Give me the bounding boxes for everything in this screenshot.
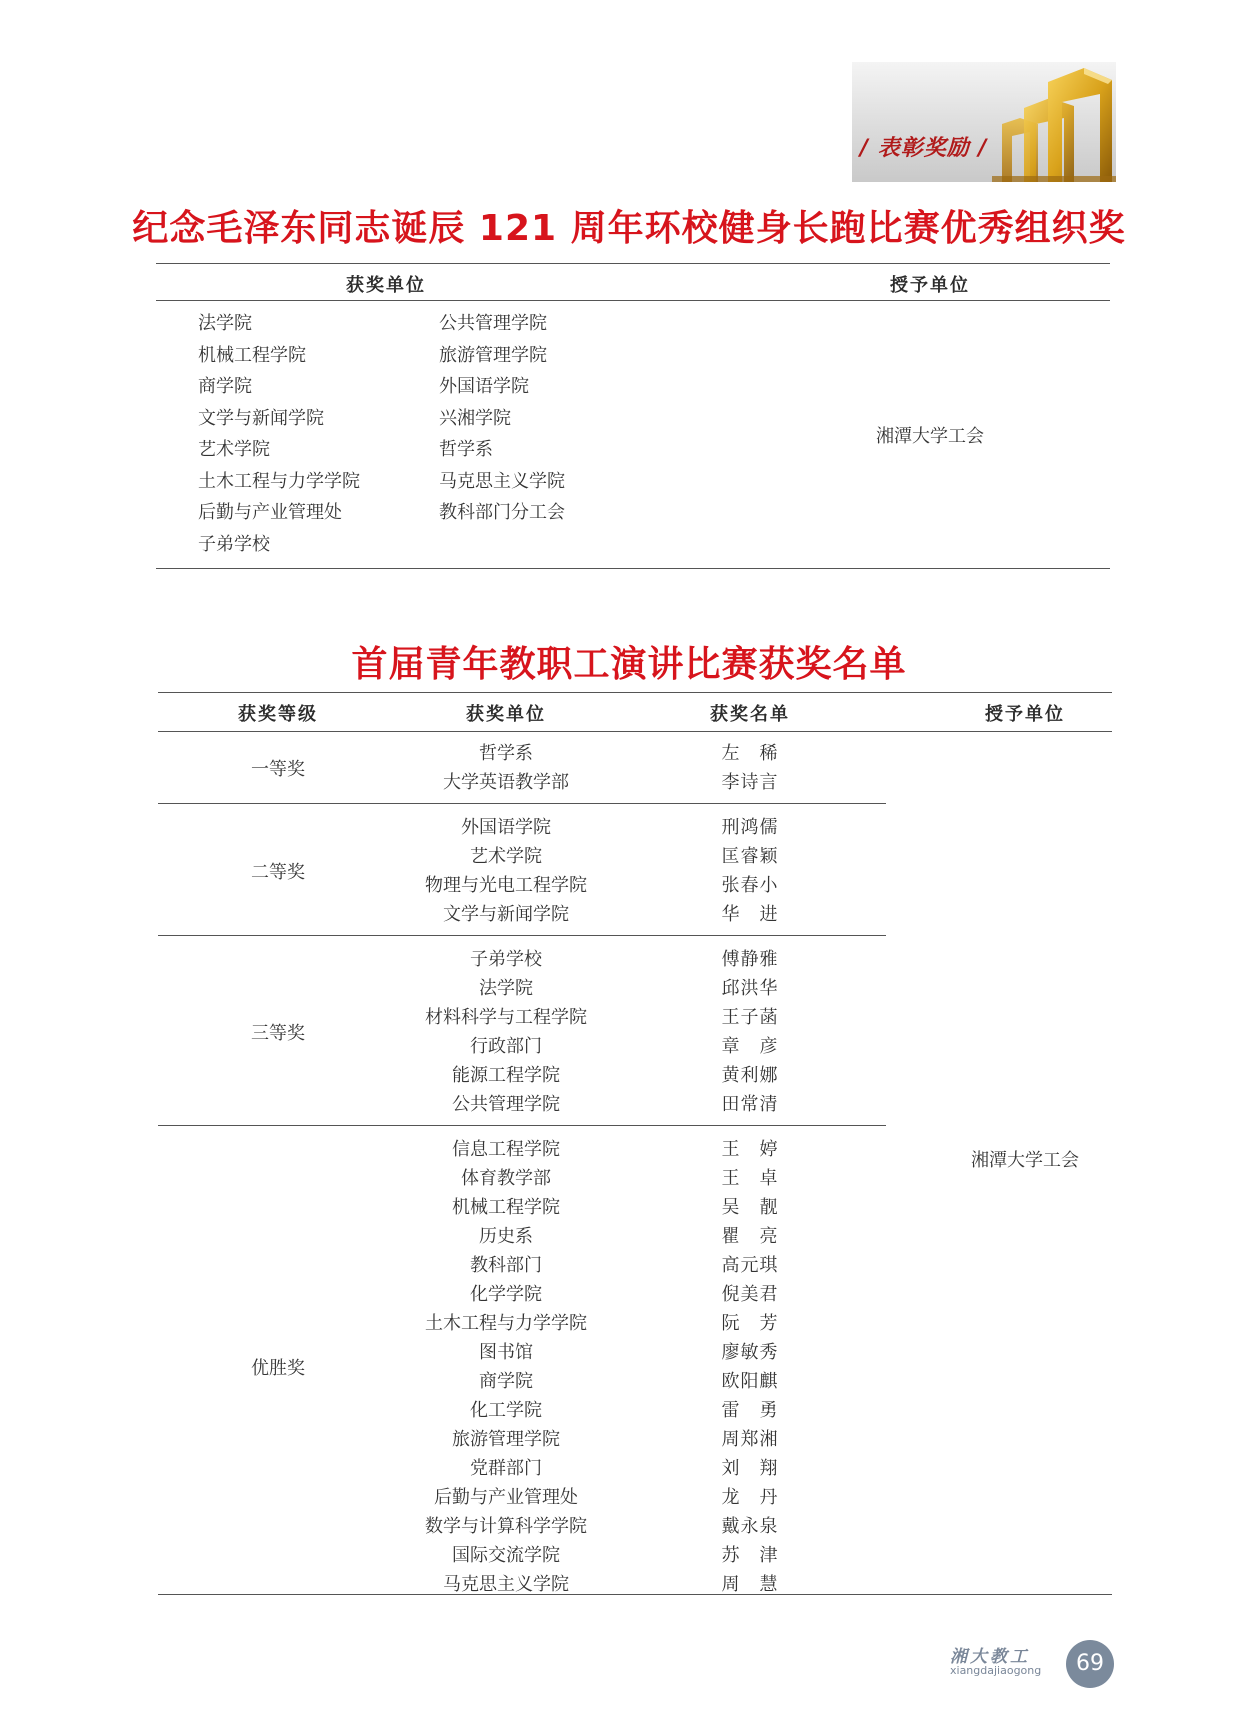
award2-title: 首届青年教职工演讲比赛获奖名单 [351,644,907,685]
award-name: 阮 芳 [721,1313,779,1334]
award1-title: 纪念毛泽东同志诞辰 121 周年环校健身长跑比赛优秀组织奖 [132,208,1126,249]
award-unit: 材料科学与工程学院 [425,1007,587,1028]
award-name: 李诗言 [721,772,779,793]
award-level: 一等奖 [251,759,305,780]
award-unit: 大学英语教学部 [443,772,569,793]
award-unit: 教科部门 [470,1255,542,1276]
award-unit: 子弟学校 [470,949,542,970]
table1-grantor: 湘潭大学工会 [876,426,984,447]
unit-item: 土木工程与力学学院 [198,470,360,492]
award-name: 周 慧 [721,1574,779,1595]
table2-grantor: 湘潭大学工会 [971,1150,1079,1171]
award-unit: 物理与光电工程学院 [425,875,587,896]
award-name: 刘 翔 [721,1458,779,1479]
unit-item: 马克思主义学院 [439,470,565,492]
group-separator [158,1125,886,1126]
award-unit: 艺术学院 [470,846,542,867]
award-unit: 国际交流学院 [452,1545,560,1566]
award-unit: 化学学院 [470,1284,542,1305]
table2-header-unit: 获奖单位 [466,704,546,725]
table1-units-left [198,308,360,560]
unit-item: 后勤与产业管理处 [198,502,342,523]
table1-bottom-rule [156,568,1110,569]
unit-item: 机械工程学院 [198,344,306,366]
award-name: 瞿 亮 [721,1226,779,1247]
table2-header-rule [158,731,1112,732]
unit-item: 哲学系 [439,439,493,460]
footer-brand: 湘大教工 [950,1647,1030,1667]
award-name: 雷 勇 [721,1400,779,1421]
page-number: 69 [1066,1640,1114,1688]
award-unit: 党群部门 [470,1458,542,1479]
table2-bottom-rule [158,1594,1112,1595]
unit-item: 法学院 [198,313,252,334]
award-unit: 图书馆 [479,1342,533,1363]
award-name: 吴 靓 [721,1197,779,1218]
table1-header-units: 获奖单位 [346,275,426,296]
section-label: / 表彰奖励 / [860,136,988,161]
table1-header-rule [156,300,1110,301]
unit-item: 文学与新闻学院 [198,407,324,429]
award-level: 二等奖 [251,862,305,883]
award-name: 戴永泉 [721,1516,779,1537]
award-unit: 数学与计算科学学院 [425,1516,587,1537]
award-name: 周郑湘 [721,1429,779,1450]
award-level: 优胜奖 [251,1358,305,1379]
award-name: 黄利娜 [721,1065,779,1086]
unit-item: 公共管理学院 [439,313,547,334]
footer-brand-pinyin: xiangdajiaogong [950,1664,1042,1677]
award-name: 左 稀 [721,743,779,764]
unit-item: 教科部门分工会 [439,502,565,523]
award-name: 廖敏秀 [721,1342,779,1363]
unit-item: 子弟学校 [198,533,270,555]
table2-top-rule [158,692,1112,693]
group-separator [158,935,886,936]
award-name: 邱洪华 [721,978,779,999]
award-name: 龙 丹 [721,1487,779,1508]
award-level: 三等奖 [251,1023,305,1044]
award-name: 张春小 [721,875,779,896]
award-name: 高元琪 [721,1255,779,1276]
table2-header-level: 获奖等级 [238,704,318,725]
award-name: 匡睿颖 [721,846,779,867]
award-name: 欧阳麒 [721,1371,779,1392]
table1-top-rule [156,263,1110,264]
header-banner [852,62,1116,182]
award-unit: 旅游管理学院 [452,1429,560,1450]
award-unit: 机械工程学院 [452,1197,560,1218]
award-unit: 土木工程与力学学院 [425,1313,587,1334]
award-unit: 法学院 [479,978,533,999]
award-name: 倪美君 [721,1284,779,1305]
table1-units-right [439,308,565,529]
award-name: 华 进 [721,904,779,925]
award-name: 王 卓 [721,1168,779,1189]
award-name: 刑鸿儒 [721,817,779,838]
award-name: 章 彦 [721,1036,779,1057]
unit-item: 外国语学院 [439,376,529,397]
award-unit: 后勤与产业管理处 [434,1487,578,1508]
table2-header-grantor: 授予单位 [985,704,1065,725]
award-name: 苏 津 [721,1545,779,1566]
award-unit: 外国语学院 [461,817,551,838]
award-name: 王子菡 [721,1007,779,1028]
award-unit: 商学院 [479,1371,533,1392]
table1-header-grantor: 授予单位 [890,275,970,296]
award-unit: 行政部门 [470,1036,542,1057]
unit-item: 旅游管理学院 [439,344,547,366]
award-name: 田常清 [721,1094,779,1115]
award-unit: 公共管理学院 [452,1094,560,1115]
award-unit: 马克思主义学院 [443,1574,569,1595]
award-unit: 历史系 [479,1226,533,1247]
award-name: 傅静雅 [721,949,779,970]
group-separator [158,803,886,804]
award-unit: 化工学院 [470,1400,542,1421]
award-unit: 信息工程学院 [452,1139,560,1160]
unit-item: 兴湘学院 [439,407,511,429]
award-unit: 文学与新闻学院 [443,904,569,925]
award-monument-graphic [852,62,1116,182]
award-unit: 体育教学部 [461,1168,551,1189]
unit-item: 艺术学院 [198,439,270,460]
table2-header-name: 获奖名单 [710,704,790,725]
award-unit: 能源工程学院 [452,1065,560,1086]
award-name: 王 婷 [721,1139,779,1160]
award-unit: 哲学系 [479,743,533,764]
unit-item: 商学院 [198,376,252,397]
